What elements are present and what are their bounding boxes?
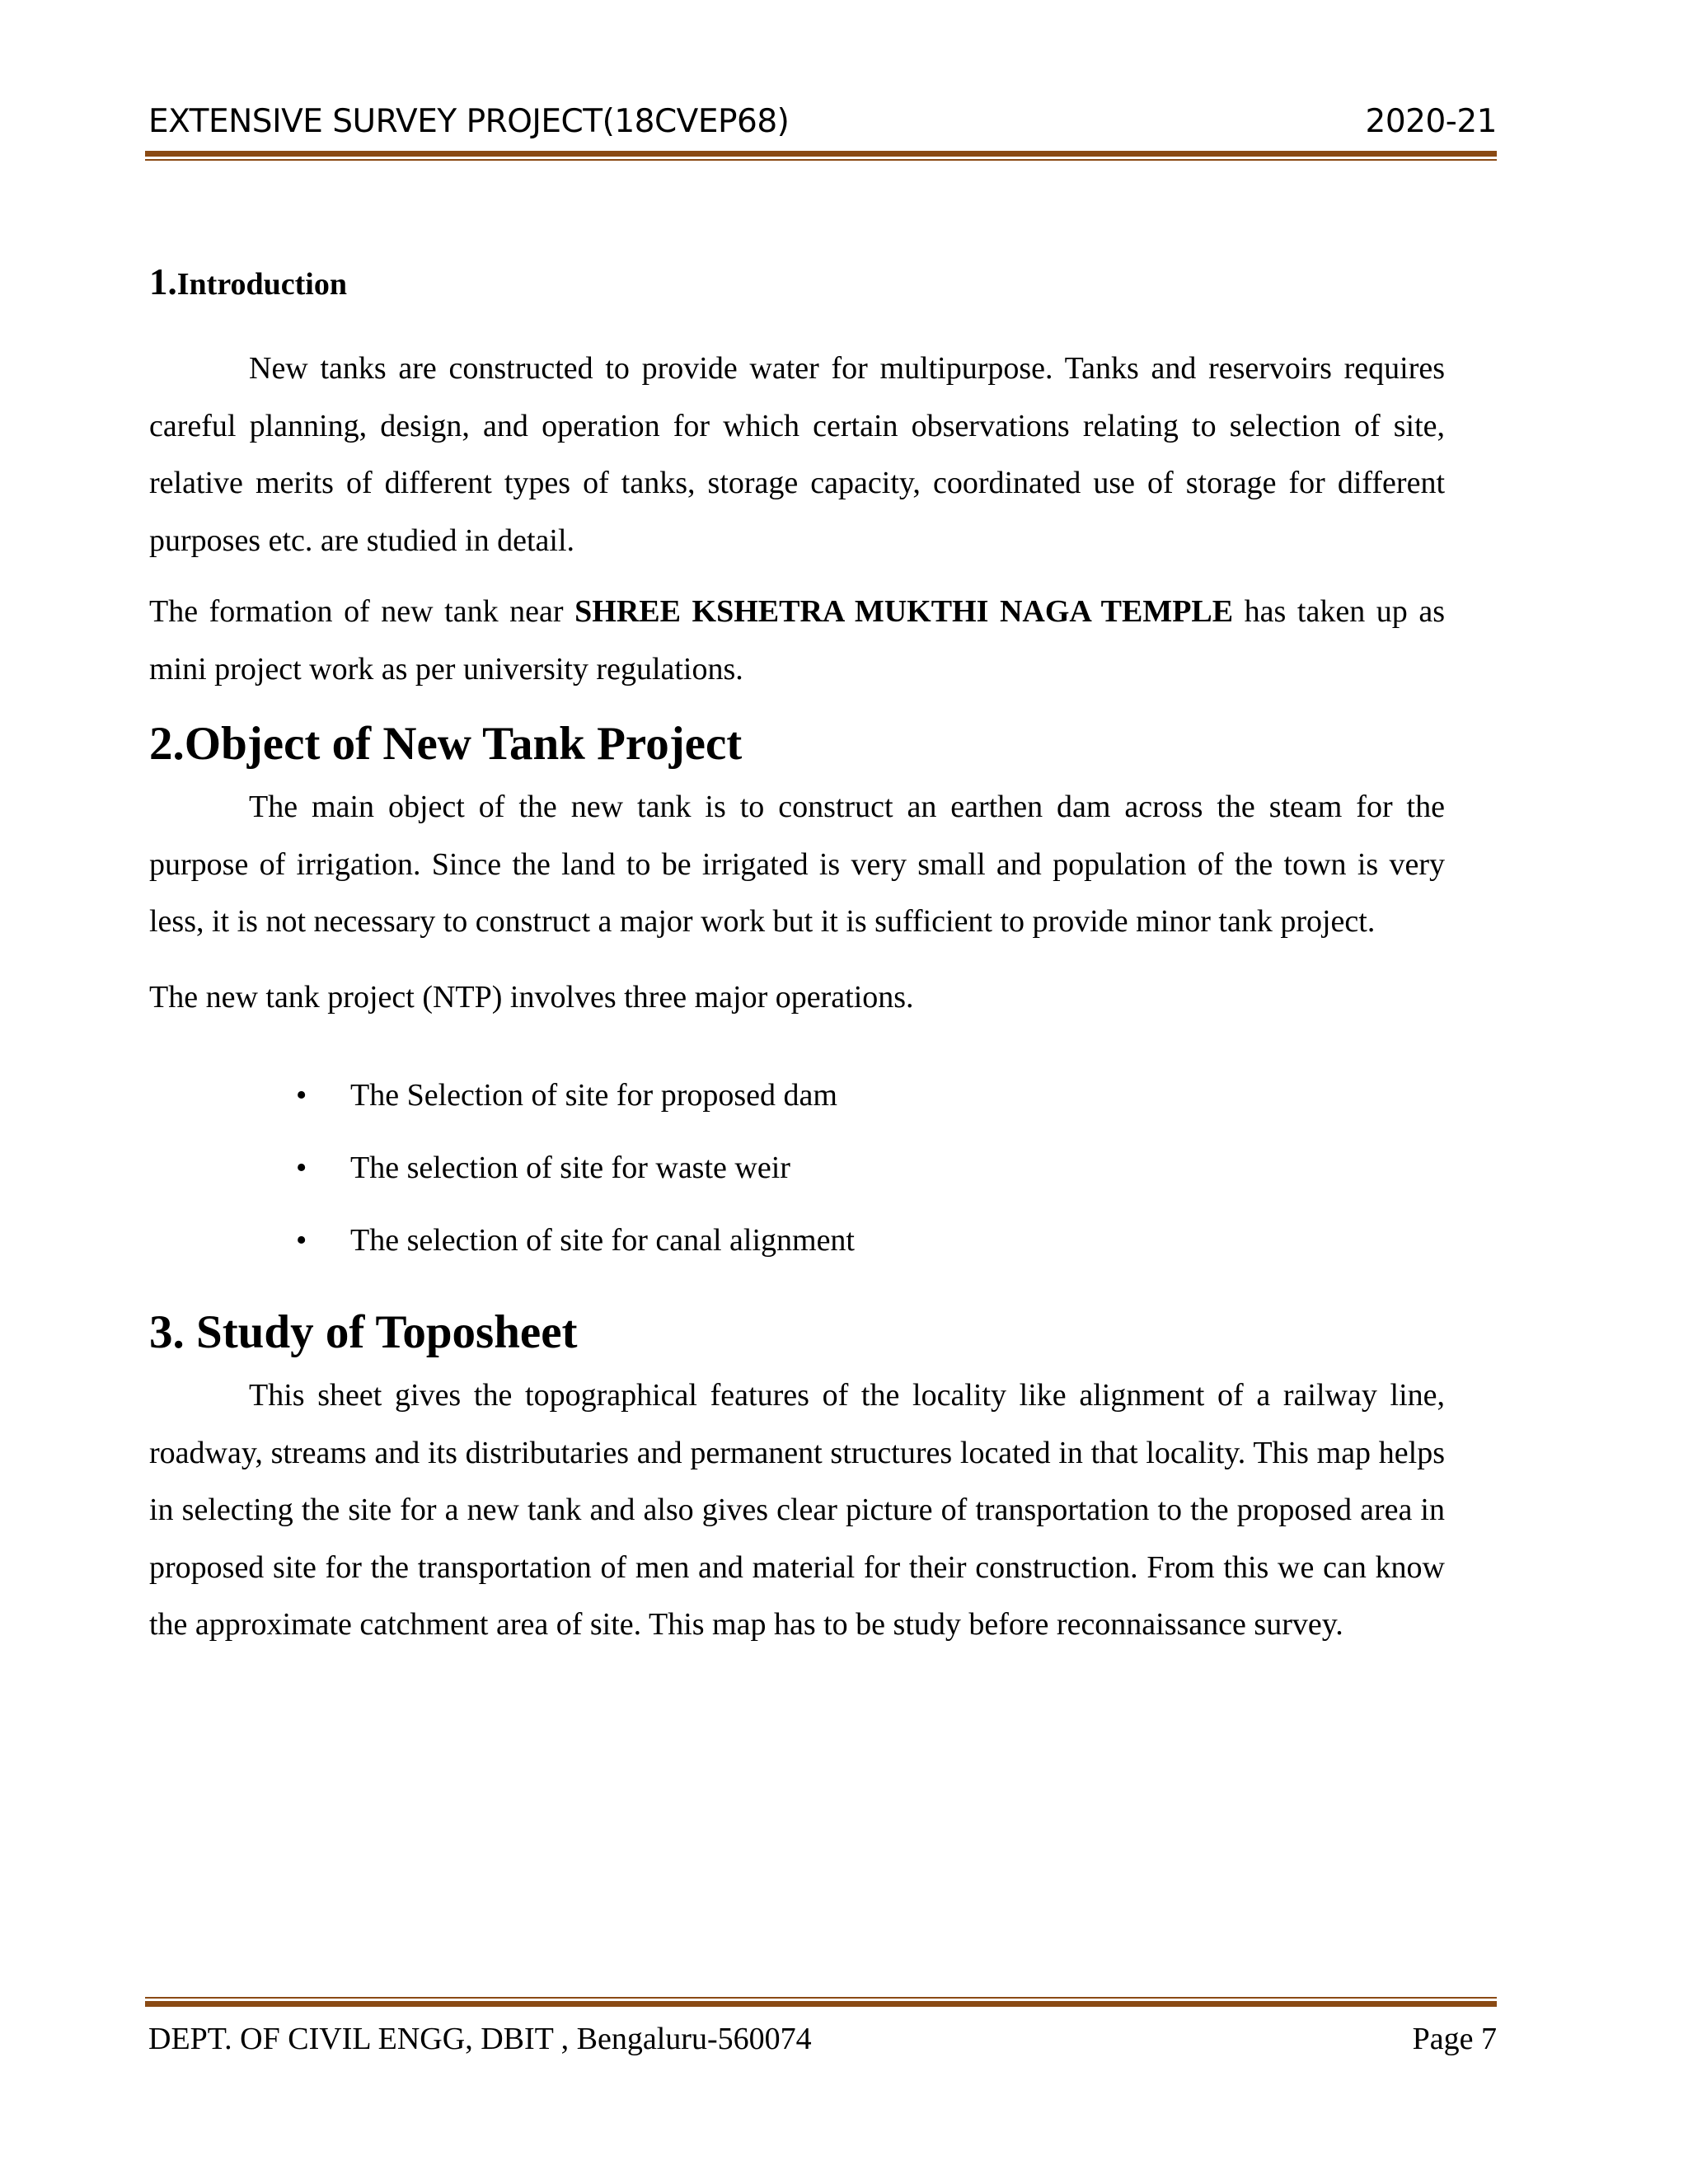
list-item-text: The selection of site for waste weir — [350, 1151, 790, 1185]
page-footer — [148, 2016, 1497, 2062]
page-number: Page 7 — [1412, 2022, 1497, 2056]
header-title: EXTENSIVE SURVEY PROJECT(18CVEP68) — [148, 103, 790, 140]
intro-formation-paragraph — [149, 583, 1445, 698]
header-year: 2020-21 — [1365, 103, 1497, 140]
temple-name: SHREE KSHETRA MUKTHI NAGA TEMPLE — [574, 594, 1234, 629]
operations-list — [149, 1059, 1445, 1277]
list-item — [149, 1059, 1445, 1132]
bullet-icon: • — [296, 1223, 307, 1258]
section-number: 1. — [149, 261, 177, 302]
list-item-text: The Selection of site for proposed dam — [350, 1078, 837, 1113]
formation-text-end: has taken up as mini project work as per university regulations. — [149, 594, 1445, 687]
page-header — [148, 97, 1497, 147]
list-item — [149, 1132, 1445, 1204]
bullet-icon: • — [296, 1078, 307, 1113]
section-heading-toposheet: 3. Study of Toposheet — [149, 1306, 578, 1358]
list-item-text: The selection of site for canal alignment — [350, 1223, 855, 1258]
header-rule — [145, 151, 1497, 161]
footer-department: DEPT. OF CIVIL ENGG, DBIT , Bengaluru-560074 — [148, 2022, 812, 2056]
intro-paragraph: New tanks are constructed to provide water for multipurpose. Tanks and reservoirs requires careful planning, design, and operation for which certain observations relating to selection of site, relative merits of different types of tanks, storage capacity, coordinated use of storage for different purposes etc. are studied in detail. — [149, 351, 1445, 558]
bullet-icon: • — [296, 1151, 307, 1185]
toposheet-paragraph: This sheet gives the topographical features of the locality like alignment of a railway line, roadway, streams and its distributaries and permanent structures located in that locality. This map helps in selecting the site for a new tank and also gives clear picture of transportation to the proposed area in proposed site for the transportation of men and material for their construction. From this we can know the approximate catchment area of site. This map has to be study before reconnaissance survey. — [149, 1378, 1445, 1642]
section-title: Introduction — [176, 267, 347, 302]
section-heading-object: 2.Object of New Tank Project — [149, 718, 743, 770]
object-paragraph: The main object of the new tank is to construct an earthen dam across the steam for the purpose of irrigation. Since the land to be irrigated is very small and population of the town is very less, it is not necessary to construct a major work but it is sufficient to provide minor tank project. — [149, 790, 1445, 939]
operations-intro: The new tank project (NTP) involves three major operations. — [149, 979, 914, 1015]
section-heading-introduction — [149, 257, 1445, 309]
list-item — [149, 1204, 1445, 1277]
footer-rule — [145, 1997, 1497, 2007]
formation-text-start: The formation of new tank near — [149, 594, 575, 629]
page-content — [149, 257, 1445, 1654]
